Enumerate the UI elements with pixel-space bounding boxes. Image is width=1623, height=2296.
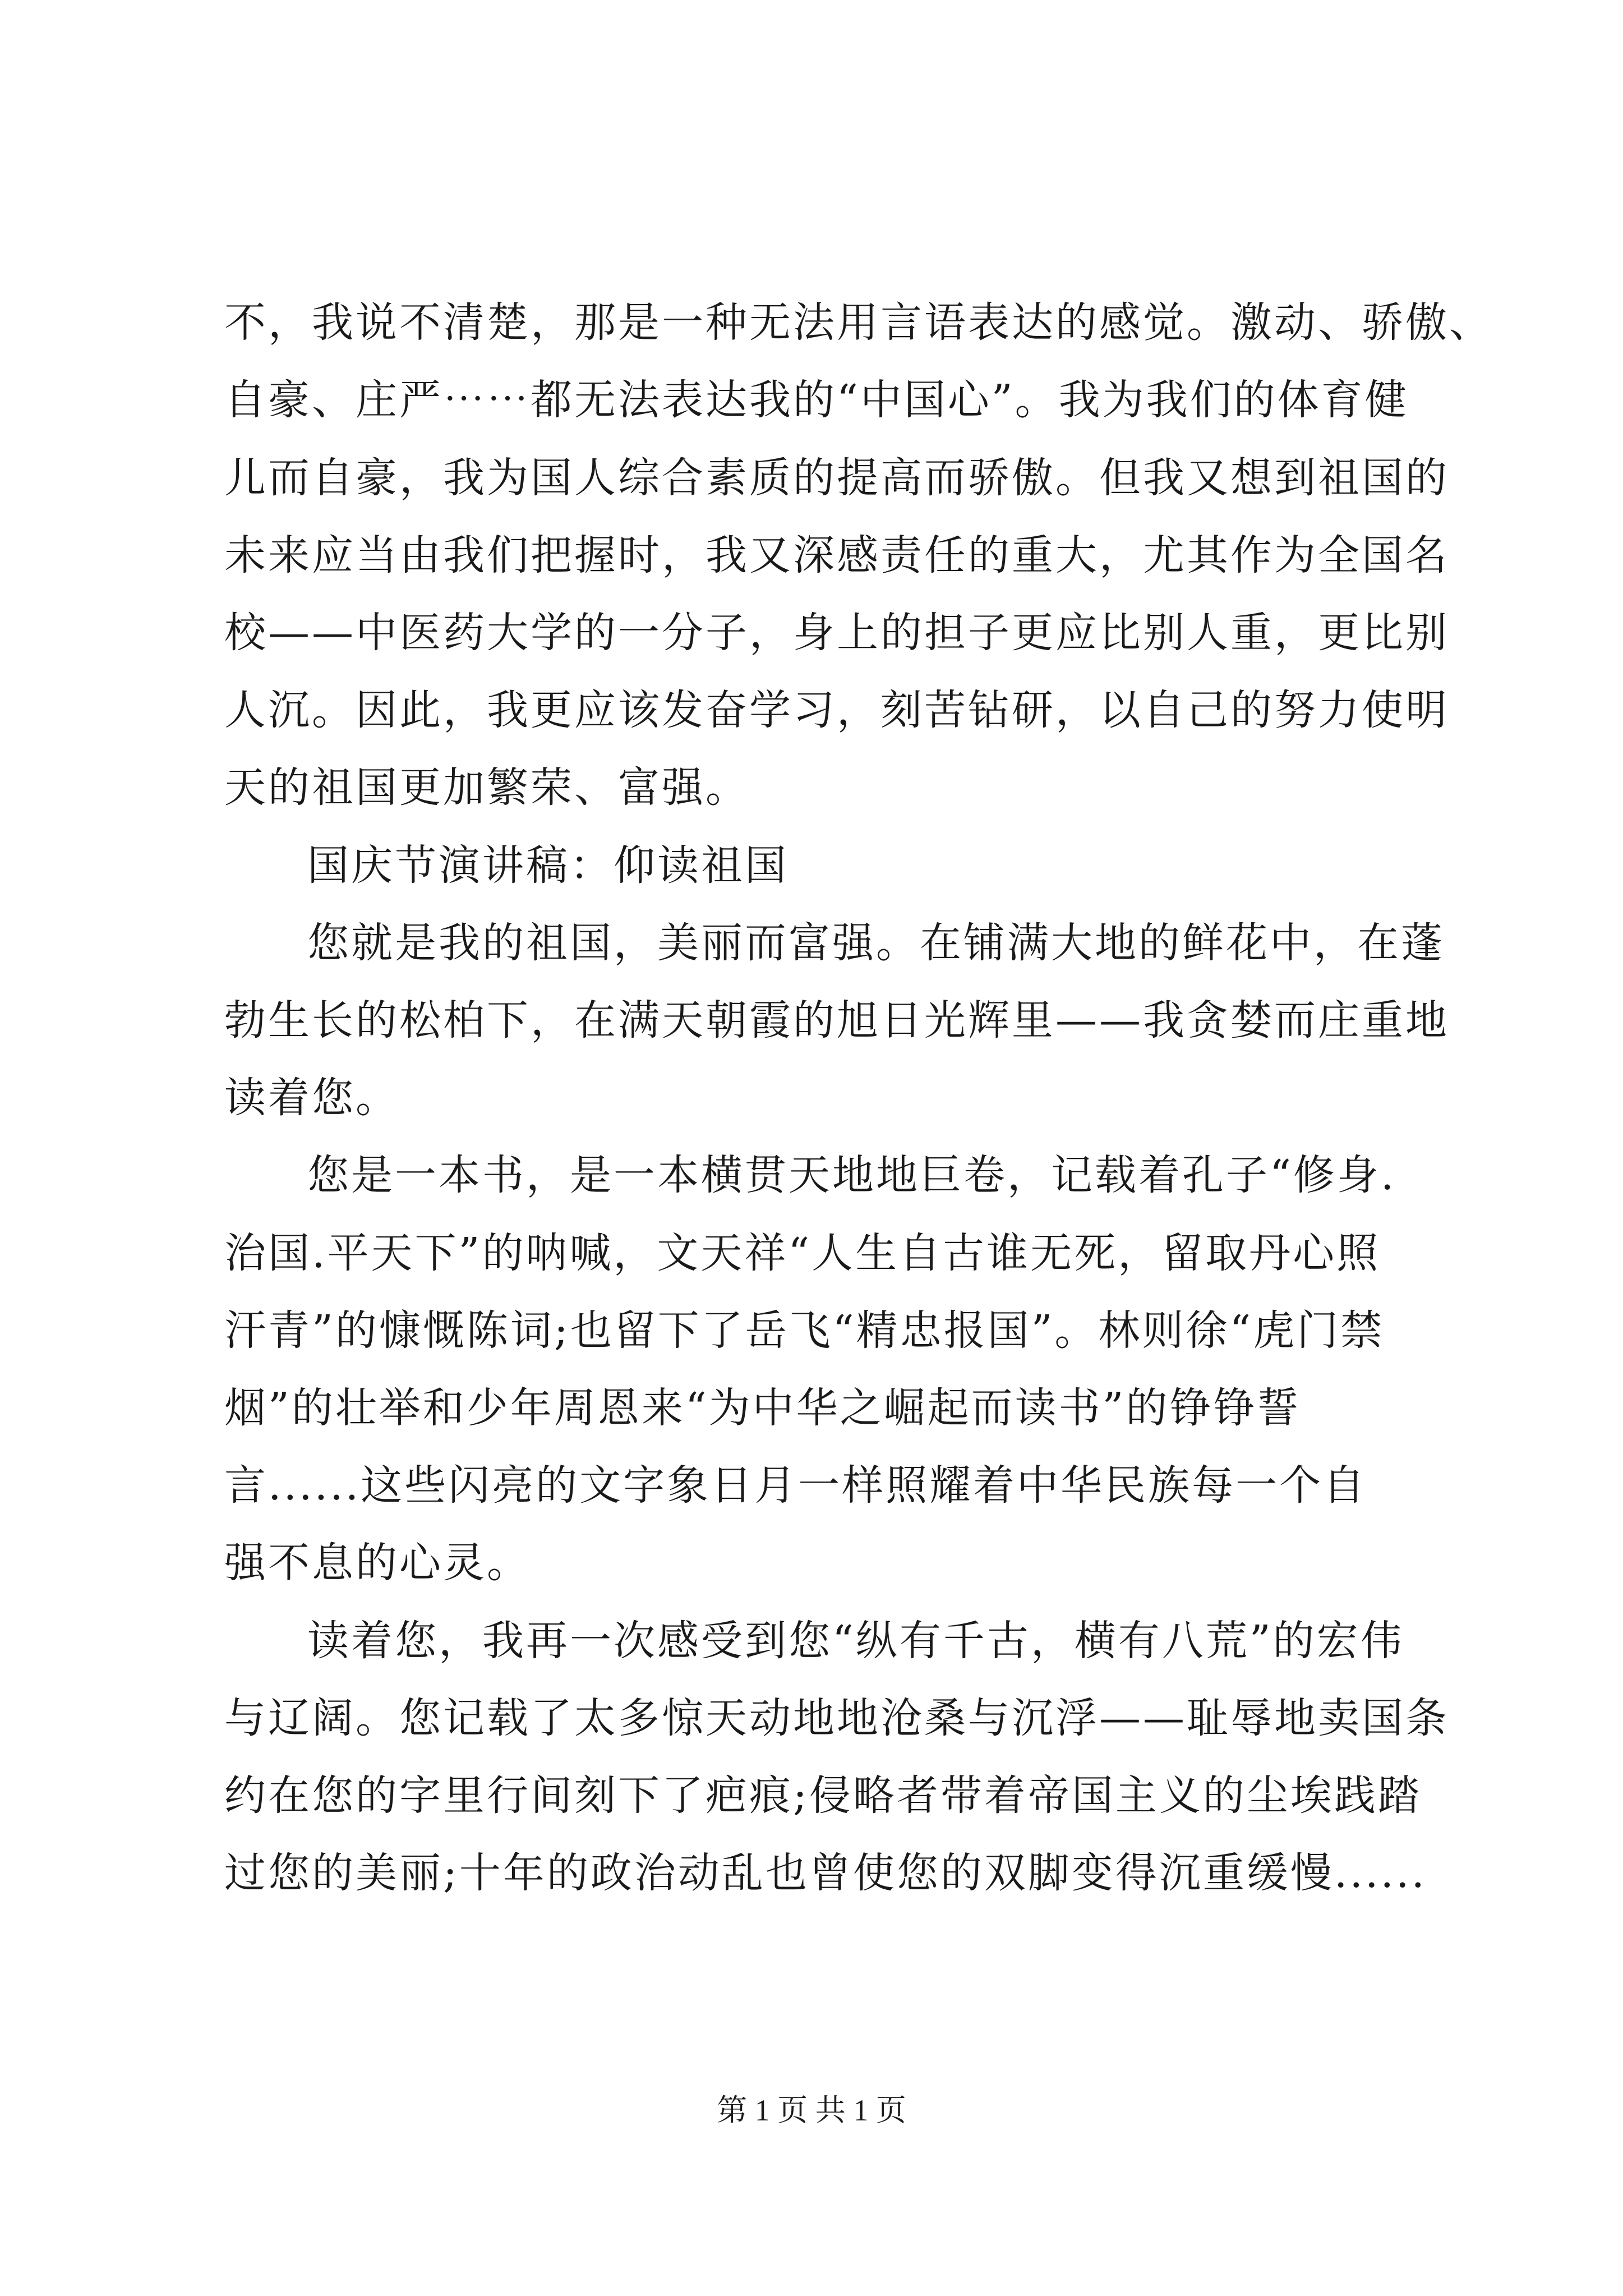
text-line: 未来应当由我们把握时，我又深感责任的重大，尤其作为全国名	[224, 531, 1449, 579]
text-line: 读着您，我再一次感受到您“纵有千古，横有八荒”的宏伟	[307, 1617, 1404, 1665]
text-line: 自豪、庄严⋯⋯都无法表达我的“中国心”。我为我们的体育健	[224, 376, 1409, 424]
text-line: 治国.平天下”的呐喊，文天祥“人生自古谁无死，留取丹心照	[224, 1229, 1381, 1277]
page-footer: 第 1 页 共 1 页	[717, 2093, 906, 2127]
text-line: 言......这些闪亮的文字象日月一样照耀着中华民族每一个自	[224, 1461, 1367, 1510]
text-line: 约在您的字里行间刻下了疤痕;侵略者带着帝国主义的尘埃践踏	[224, 1772, 1422, 1820]
text-line: 汗青”的慷慨陈词;也留下了岳飞“精忠报国”。林则徐“虎门禁	[224, 1306, 1385, 1355]
text-line: 勃生长的松柏下，在满天朝霞的旭日光辉里——我贪婪而庄重地	[224, 996, 1449, 1045]
text-line: 过您的美丽;十年的政治动乱也曾使您的双脚变得沉重缓慢......	[224, 1849, 1427, 1897]
text-line: 强不息的心灵。	[224, 1539, 531, 1587]
section-heading: 国庆节演讲稿：仰读祖国	[307, 841, 789, 890]
text-line: 不，我说不清楚，那是一种无法用言语表达的感觉。激动、骄傲、	[224, 298, 1493, 347]
text-line: 人沉。因此，我更应该发奋学习，刻苦钻研，以自己的努力使明	[224, 686, 1449, 734]
text-line: 读着您。	[224, 1074, 399, 1122]
text-line: 与辽阔。您记载了太多惊天动地地沧桑与沉浮——耻辱地卖国条	[224, 1694, 1449, 1742]
text-line: 您是一本书，是一本横贯天地地巨卷，记载着孔子“修身.	[307, 1151, 1396, 1199]
text-line: 校——中医药大学的一分子，身上的担子更应比别人重，更比别	[224, 609, 1449, 657]
text-line: 天的祖国更加繁荣、富强。	[224, 763, 749, 812]
text-line: 您就是我的祖国，美丽而富强。在铺满大地的鲜花中，在蓬	[307, 919, 1445, 967]
text-line: 儿而自豪，我为国人综合素质的提高而骄傲。但我又想到祖国的	[224, 454, 1449, 502]
text-line: 烟”的壮举和少年周恩来“为中华之崛起而读书”的铮铮誓	[224, 1384, 1301, 1432]
